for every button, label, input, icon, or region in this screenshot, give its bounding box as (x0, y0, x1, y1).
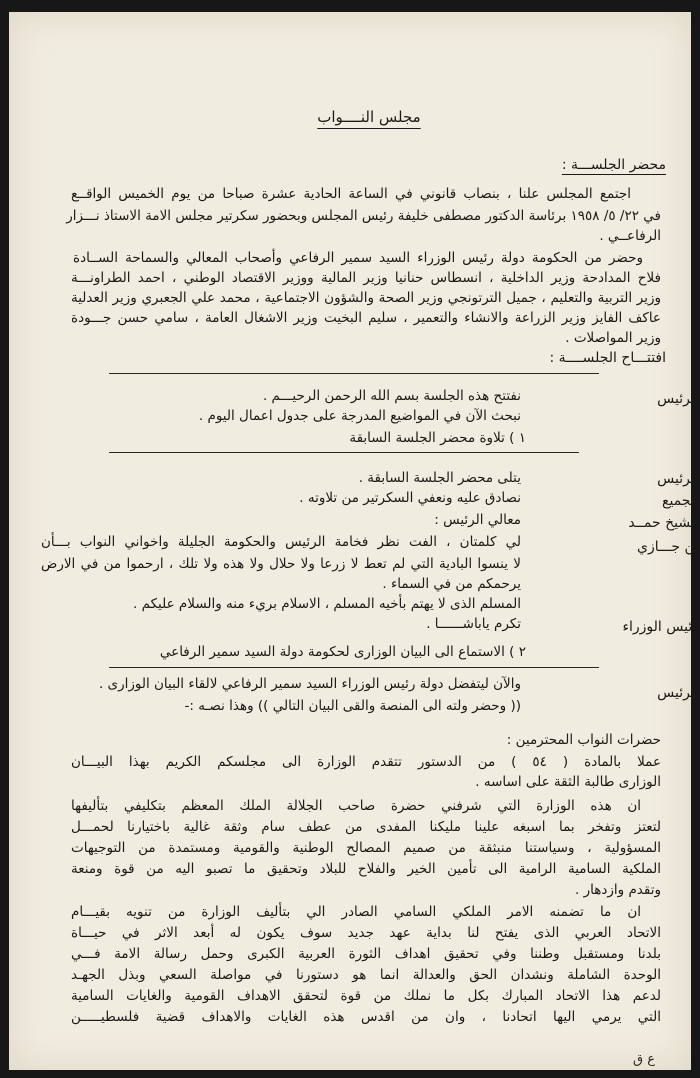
statement-line: الوزارى طالبة الثقة على اساسه . (475, 774, 661, 790)
speech-line: نفتتح هذه الجلسة بسم الله الرحمن الرحيـــم . (262, 388, 521, 404)
speech-line: المسلم الذى لا يهتم بأخيه المسلم ، الاسلام بريء منه والسلام عليكم . (133, 596, 521, 612)
statement-line: لتعتز وتفخر بما اسبغه علينا مليكنا المفدى من عطف سام وثقة غالية باختيارنا لحمـــل (71, 819, 661, 835)
statement-line: ان ما تضمنه الامر الملكي السامي الصادر الي بتأليف الوزارة من تنويه بقيـــام (71, 904, 641, 920)
speech-line: نبحث الآن في المواضيع المدرجة على جدول اعمال اليوم . (198, 408, 521, 424)
minutes-line: وحضر من الحكومة دولة رئيس الوزراء السيد سمير الرفاعي وأصحاب المعالي والسماحة الســادة (73, 250, 643, 266)
minutes-line: وزير التربية والتعليم ، جميل الترتونجي وزير الصحة والشؤون الاجتماعية ، محمد علي الجعبري وزير العدلية (71, 290, 661, 306)
minutes-line: في ٢٢/ ٥/ ١٩٥٨ برئاسة الدكتور مصطفى خليفة رئيس المجلس وبحضور سكرتير مجلس الامة الاستاذ نـــزار (66, 208, 661, 224)
speaker-label: رئيس الوزراء (622, 619, 699, 635)
speech-line: لا ينسوا البادية التي لم تعط لا زرعا ولا حلال ولا هذه ولا تلك ، ارحموا من في الارض (41, 556, 521, 572)
statement-line: وتقدم وازدهار . (575, 882, 661, 898)
minutes-heading: محضر الجلســـة : (561, 157, 666, 173)
agenda-item-heading: ٢ ) الاستماع الى البيان الوزارى لحكومة دولة السيد سمير الرفاعي (159, 644, 526, 660)
statement-line: بلدنا ومستقبل وطننا وفي تحقيق اهداف الثورة العربية الكبرى وحمل رسالة الامة فـــي (71, 946, 661, 962)
speech-line: تكرم ياباشــــــا . (426, 616, 521, 632)
minutes-line: عاكف الفايز وزير الزراعة والانشاء والتعمير ، سليم البخيت وزير الاشغال العامة ، سامي حسن جـــودة (71, 310, 661, 326)
speaker-label: بن جـــازي (637, 539, 699, 555)
document-page (9, 12, 699, 1070)
statement-line: الملكية السامية الرامية الى تأمين الخير والفلاح للبلاد وتحقيق ما تصبو اليه من قوة ومنعة (71, 861, 661, 877)
speech-line: يرحمكم من في السماء . (382, 576, 521, 592)
statement-line: الاتحاد العربي الذى يفتح لنا بداية عهد جديد سوف يكون له أبعد الاثر في حيـــاة (71, 925, 661, 941)
statement-line: حضرات النواب المحترمين : (506, 732, 661, 748)
divider-line (109, 667, 599, 668)
speech-line: والآن ليتفضل دولة رئيس الوزراء السيد سمير الرفاعي لالقاء البيان الوزارى . (98, 676, 521, 692)
speaker-label: الرئيس (657, 471, 699, 487)
speech-line: يتلى محضر الجلسة السابقة . (358, 470, 521, 486)
statement-line: لدعم هذا الاتحاد المبارك بكل ما نملك من قوة لتحقق الاهداف القومية والغايات السامية (71, 988, 661, 1004)
speaker-label: الرئيس (657, 685, 699, 701)
speaker-label: الجميع (662, 493, 699, 509)
agenda-item-heading: ١ ) تلاوة محضر الجلسة السابقة (349, 430, 526, 446)
divider-line (109, 373, 599, 374)
statement-line: التي يرمي اليها اتحادنا ، وان من اقدس هذه الغايات والاهداف قضية فلسطيـــــن (71, 1009, 661, 1025)
page-code: ع ق (633, 1052, 655, 1067)
speaker-label: الشيخ حمــد (628, 515, 699, 531)
statement-line: ان هذه الوزارة التي شرفني حضرة صاحب الجلالة الملك المعظم بتكليفي بتأليفها (71, 798, 641, 814)
minutes-line: اجتمع المجلس علنا ، بنصاب قانوني في الساعة الحادية عشرة صباحا من يوم الخميس الواقــع (71, 186, 631, 202)
minutes-line: وزير المواصلات . (565, 330, 661, 346)
speech-line: نصادق عليه ونعفي السكرتير من تلاوته . (299, 490, 521, 506)
speaker-label: الرئيس (657, 391, 699, 407)
speech-line: لي كلمتان ، الفت نظر فخامة الرئيس والحكومة الجليلة واخواني النواب بـــأن (41, 534, 521, 550)
statement-line: المسؤولية ، وسياستنا منبثقة من صميم المصالح الوطنية والقومية ومستمدة من التوجيهات (71, 840, 661, 856)
statement-line: الوحدة الشاملة ونشدان الحق والعدالة انما هو دستورنا في مواصلة السعي وبذل الجهـد (71, 967, 661, 983)
minutes-line: الرفاعــي . (599, 228, 661, 244)
speech-line: معالي الرئيس : (434, 512, 521, 528)
opening-heading: افتتـــاح الجلســــة : (549, 350, 666, 366)
statement-line: عملا بالمادة ( ٥٤ ) من الدستور تتقدم الوزارة الى مجلسكم الكريم بهذا البيـــان (71, 754, 661, 770)
speech-line: (( وحضر ولته الى المنصة والقى البيان التالي )) وهذا نصـه :- (184, 698, 521, 714)
divider-line (109, 452, 579, 453)
minutes-line: فلاح المدادحة وزير الداخلية ، انسطاس حنانيا وزير المالية ووزير الاقتصاد الوطني ، احمد الطراونـــة (71, 270, 661, 286)
page-title: مجلس النــــواب (317, 108, 421, 126)
